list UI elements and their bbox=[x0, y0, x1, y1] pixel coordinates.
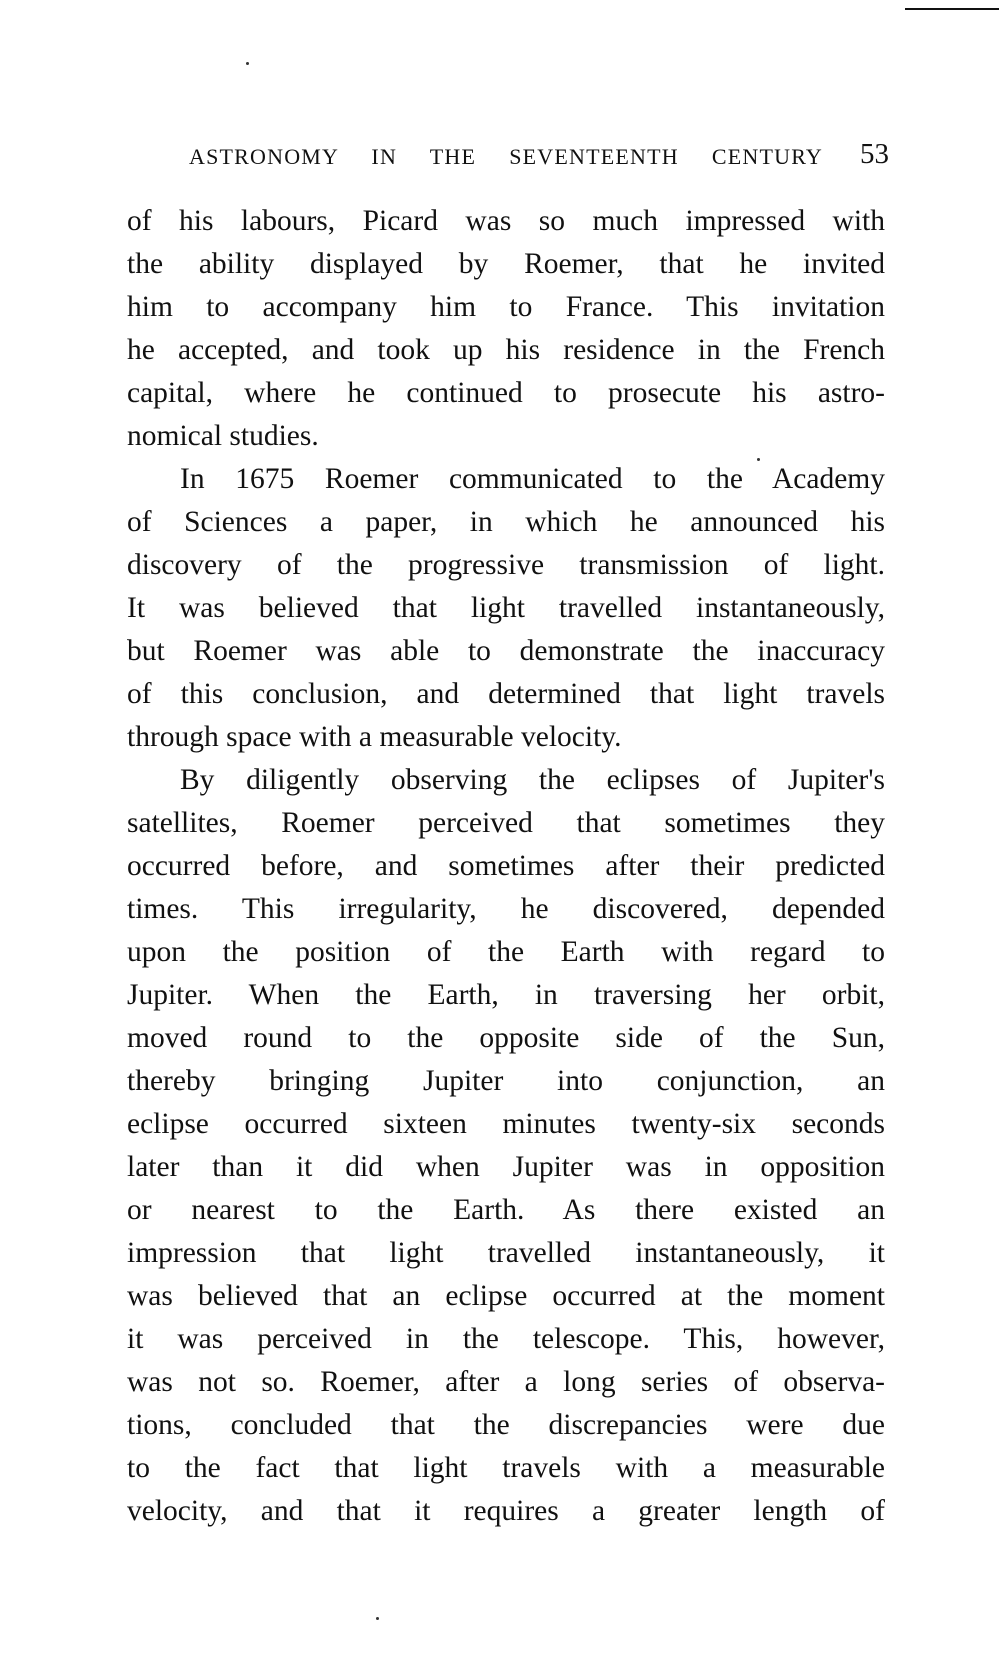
paragraph bbox=[127, 458, 885, 759]
text-line: of Sciences a paper, in which he announced his bbox=[127, 506, 885, 538]
text-line: upon the position of the Earth with regard to bbox=[127, 936, 885, 968]
text-line: later than it did when Jupiter was in opposition bbox=[127, 1151, 885, 1183]
text-line: to the fact that light travels with a measurable bbox=[127, 1452, 885, 1484]
text-line: In 1675 Roemer communicated to the Academy bbox=[180, 463, 885, 495]
text-line: satellites, Roemer perceived that sometimes they bbox=[127, 807, 885, 839]
text-line: he accepted, and took up his residence in the French bbox=[127, 334, 885, 366]
text-line: tions, concluded that the discrepancies were due bbox=[127, 1409, 885, 1441]
text-line: velocity, and that it requires a greater length of bbox=[127, 1495, 885, 1527]
text-line: but Roemer was able to demonstrate the inaccuracy bbox=[127, 635, 885, 667]
page-body bbox=[127, 200, 885, 1533]
text-line: It was believed that light travelled instantaneously, bbox=[127, 592, 885, 624]
text-line: was believed that an eclipse occurred at the moment bbox=[127, 1280, 885, 1312]
text-line: By diligently observing the eclipses of Jupiter's bbox=[180, 764, 885, 796]
text-line: times. This irregularity, he discovered, depended bbox=[127, 893, 885, 925]
text-line: was not so. Roemer, after a long series of observa- bbox=[127, 1366, 885, 1398]
text-line: discovery of the progressive transmission of light. bbox=[127, 549, 885, 581]
text-line: of his labours, Picard was so much impressed with bbox=[127, 205, 885, 237]
text-line: impression that light travelled instantaneously, it bbox=[127, 1237, 885, 1269]
text-line: it was perceived in the telescope. This, however, bbox=[127, 1323, 885, 1355]
text-line: thereby bringing Jupiter into conjunction, an bbox=[127, 1065, 885, 1097]
scan-edge-rule bbox=[905, 8, 999, 10]
text-line: the ability displayed by Roemer, that he invited bbox=[127, 248, 885, 280]
scan-speck bbox=[376, 1617, 379, 1620]
paragraph bbox=[127, 759, 885, 1533]
text-line: occurred before, and sometimes after their predicted bbox=[127, 850, 885, 882]
text-line: moved round to the opposite side of the Sun, bbox=[127, 1022, 885, 1054]
running-title: ASTRONOMY IN THE SEVENTEENTH CENTURY bbox=[189, 144, 823, 169]
text-line: of this conclusion, and determined that light travels bbox=[127, 678, 885, 710]
text-line: Jupiter. When the Earth, in traversing her orbit, bbox=[127, 979, 885, 1011]
text-line: or nearest to the Earth. As there existed an bbox=[127, 1194, 885, 1226]
page-number: 53 bbox=[860, 138, 889, 170]
text-line: capital, where he continued to prosecute his astro- bbox=[127, 377, 885, 409]
text-line: through space with a measurable velocity. bbox=[127, 721, 622, 753]
scan-speck bbox=[246, 62, 249, 65]
text-line: eclipse occurred sixteen minutes twenty-six seconds bbox=[127, 1108, 885, 1140]
paragraph bbox=[127, 200, 885, 458]
text-line: nomical studies. bbox=[127, 420, 319, 452]
text-line: him to accompany him to France. This invitation bbox=[127, 291, 885, 323]
running-header bbox=[189, 140, 889, 176]
